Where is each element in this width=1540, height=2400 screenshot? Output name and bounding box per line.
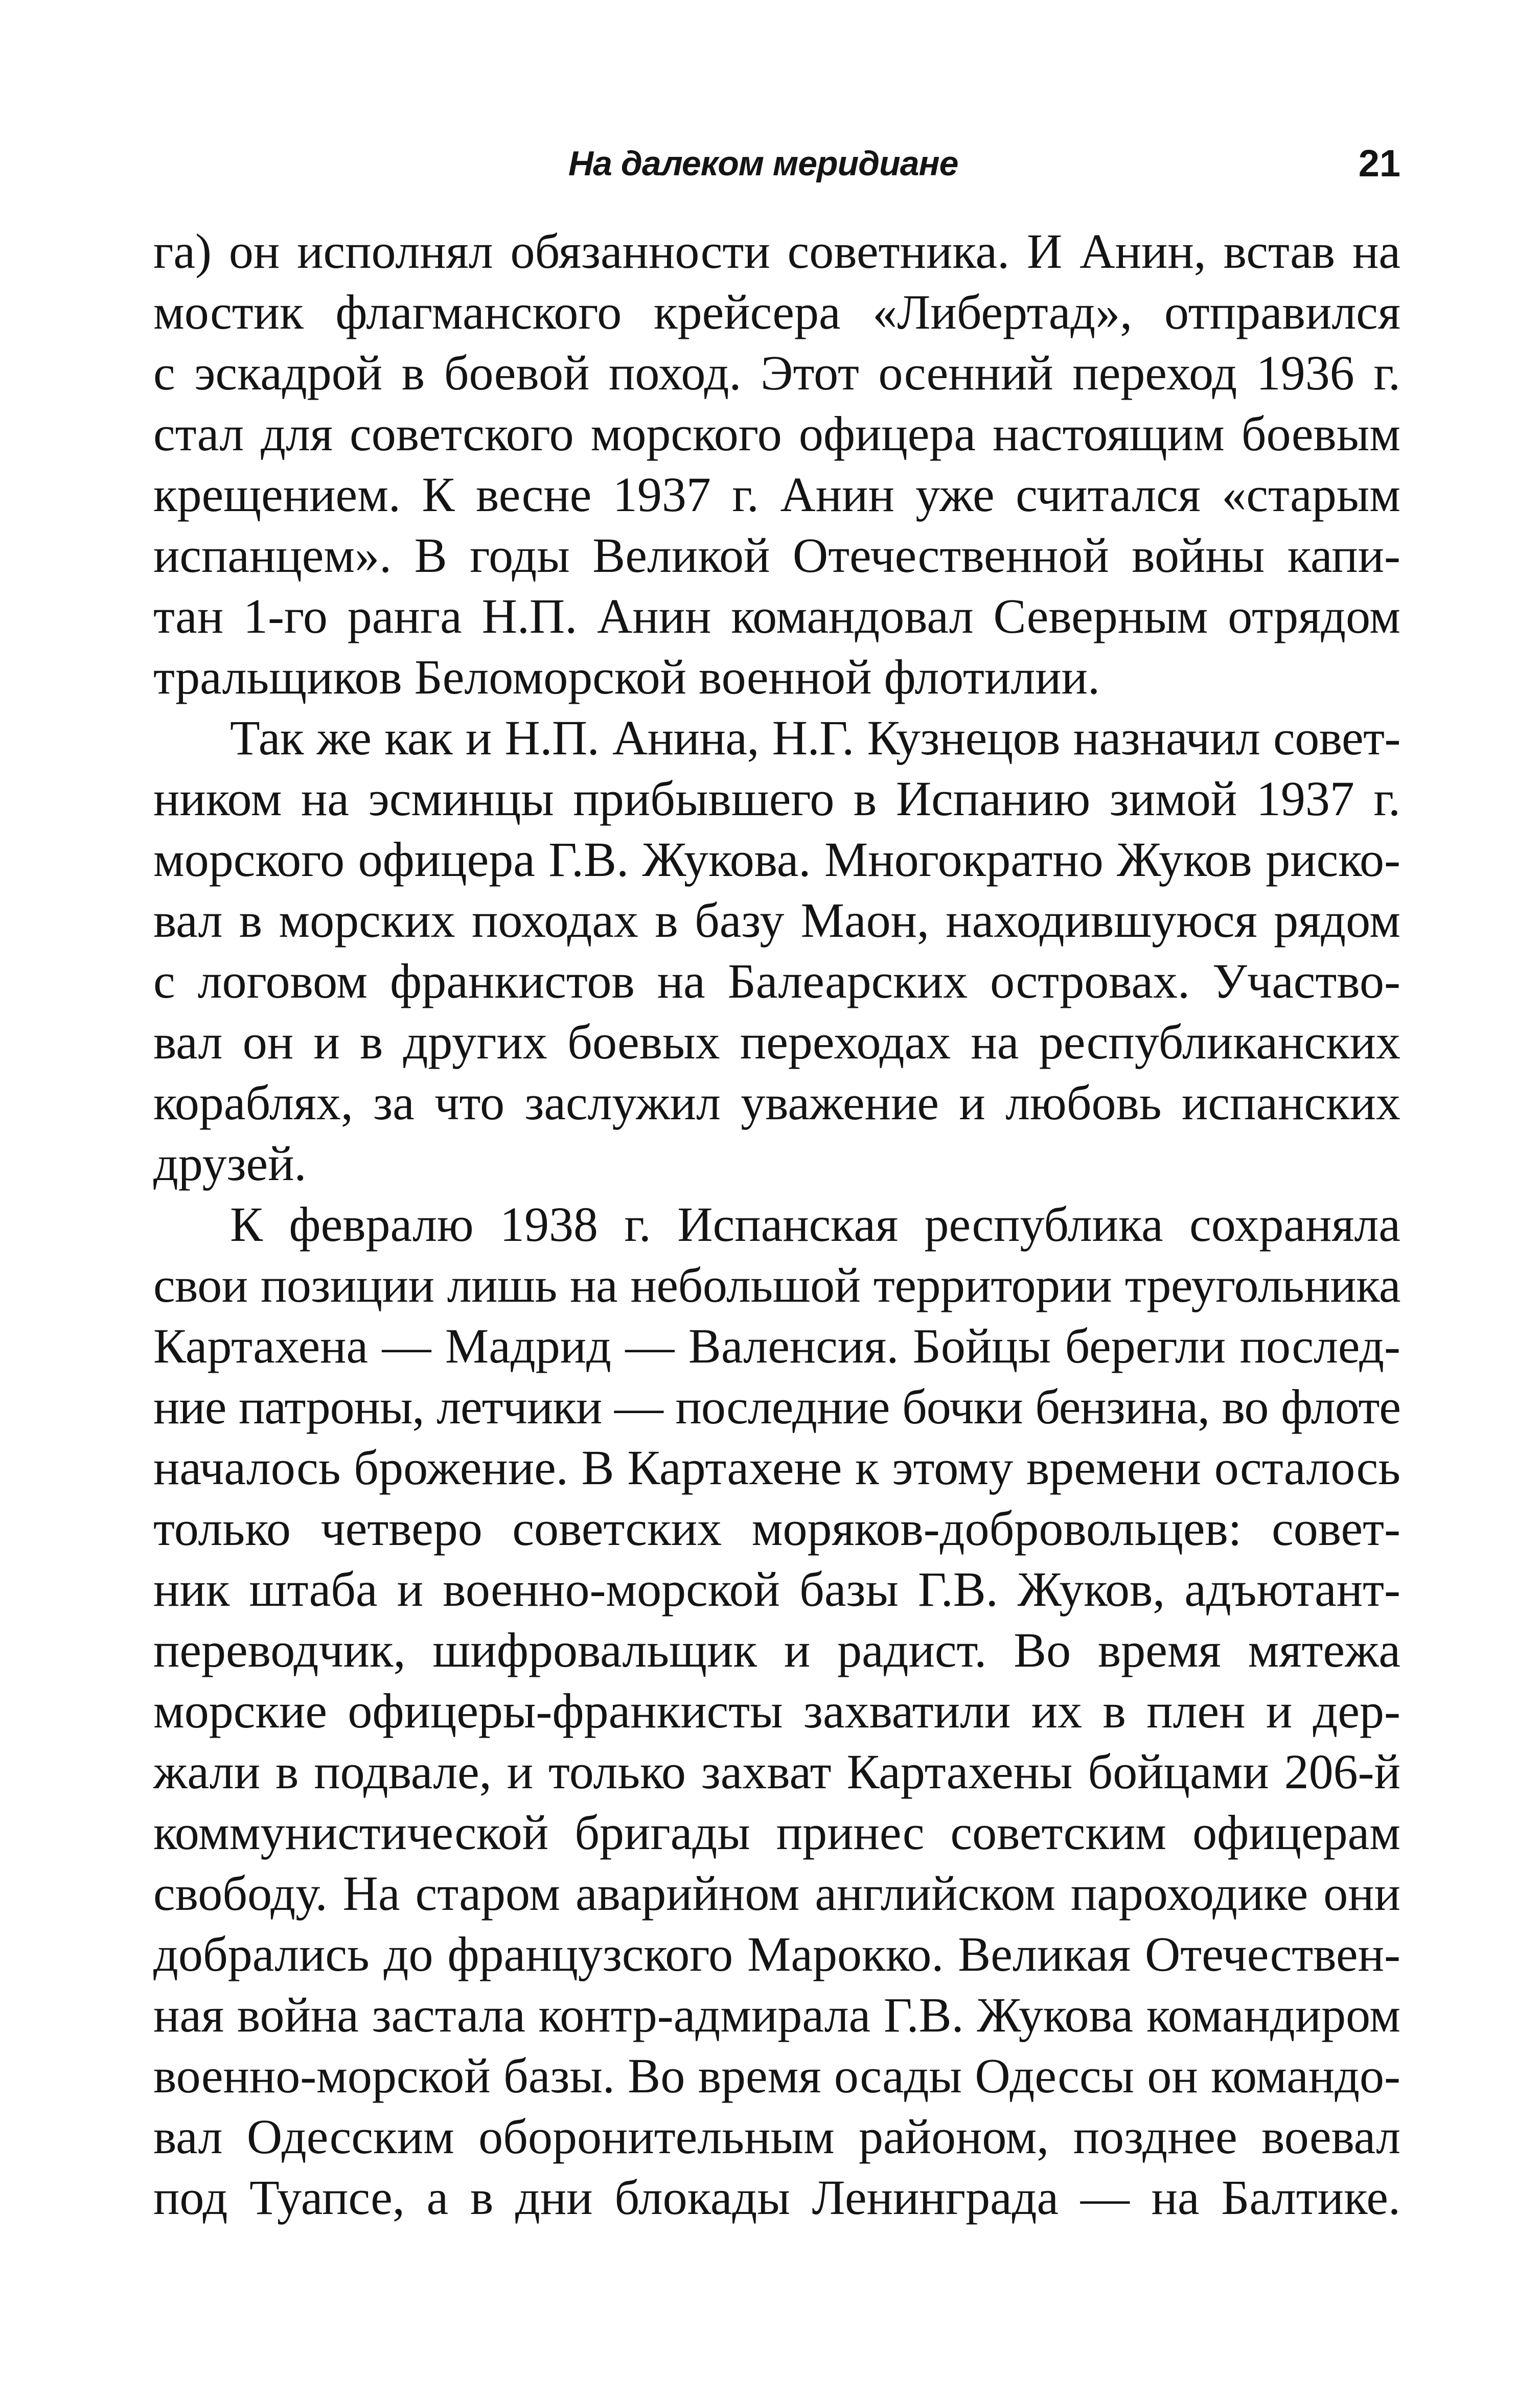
text-line: коммунистической бригады принес советским офицерам [153, 1805, 1400, 1860]
text-line: тан 1-го ранга Н.П. Анин командовал Северным отрядом [153, 589, 1400, 643]
text-line: Картахена — Мадрид — Валенсия. Бойцы берегли послед- [153, 1319, 1400, 1373]
text-line: стал для советского морского офицера настоящим боевым [153, 406, 1400, 461]
running-head [153, 138, 1400, 194]
text-line: началось брожение. В Картахене к этому времени осталось [153, 1440, 1400, 1495]
text-line: жали в подвале, и только захват Картахены бойцами 206-й [153, 1744, 1400, 1799]
text-line: тральщиков Беломорской военной флотилии. [153, 650, 1100, 704]
text-line: морского офицера Г.В. Жукова. Многократно Жуков риско- [153, 832, 1400, 887]
text-line: вал он и в других боевых переходах на республиканских [153, 1014, 1400, 1069]
text-line: добрались до французского Марокко. Великая Отечествен- [153, 1927, 1400, 1981]
text-line: испанцем». В годы Великой Отечественной войны капи- [153, 528, 1400, 583]
page-number: 21 [1358, 142, 1400, 184]
text-line: крещением. К весне 1937 г. Анин уже считался «старым [153, 467, 1400, 522]
text-line: свои позиции лишь на небольшой территории треугольника [153, 1258, 1400, 1312]
text-line: вал Одесским оборонительным районом, позднее воевал [153, 2109, 1400, 2164]
body-text [153, 221, 1400, 2228]
text-line: кораблях, за что заслужил уважение и любовь испанских [153, 1075, 1400, 1130]
text-line: с эскадрой в боевой поход. Этот осенний переход 1936 г. [153, 345, 1400, 400]
paragraph-1 [153, 221, 1400, 707]
text-line: вал в морских походах в базу Маон, находившуюся рядом [153, 893, 1400, 948]
text-line: морские офицеры-франкисты захватили их в плен и дер- [153, 1683, 1400, 1738]
text-line: ником на эсминцы прибывшего в Испанию зимой 1937 г. [153, 771, 1400, 826]
text-line: друзей. [153, 1136, 307, 1191]
text-line: свободу. На старом аварийном английском пароходике они [153, 1866, 1400, 1921]
text-line: переводчик, шифровальщик и радист. Во время мятежа [153, 1623, 1400, 1677]
text-line: ник штаба и военно-морской базы Г.В. Жуков, адъютант- [153, 1562, 1400, 1617]
paragraph-2 [153, 707, 1400, 1194]
text-line: га) он исполнял обязанности советника. И Анин, встав на [153, 224, 1400, 279]
text-line: мостик флагманского крейсера «Либертад», отправился [153, 285, 1400, 339]
text-line: К февралю 1938 г. Испанская республика сохраняла [230, 1197, 1400, 1252]
paragraph-3 [153, 1194, 1400, 2228]
text-line: военно-морской базы. Во время осады Одессы он командо- [153, 2048, 1400, 2103]
text-line: ная война застала контр-адмирала Г.В. Жукова командиром [153, 1988, 1400, 2042]
text-line: под Туапсе, а в дни блокады Ленинграда — на Балтике. [153, 2170, 1400, 2225]
running-title: На далеком меридиане [568, 144, 958, 183]
text-line: Так же как и Н.П. Анина, Н.Г. Кузнецов назначил совет- [230, 710, 1400, 765]
text-line: с логовом франкистов на Балеарских островах. Участво- [153, 954, 1400, 1008]
text-line: только четверо советских моряков-добровольцев: совет- [153, 1501, 1400, 1556]
text-line: ние патроны, летчики — последние бочки бензина, во флоте [153, 1379, 1400, 1434]
